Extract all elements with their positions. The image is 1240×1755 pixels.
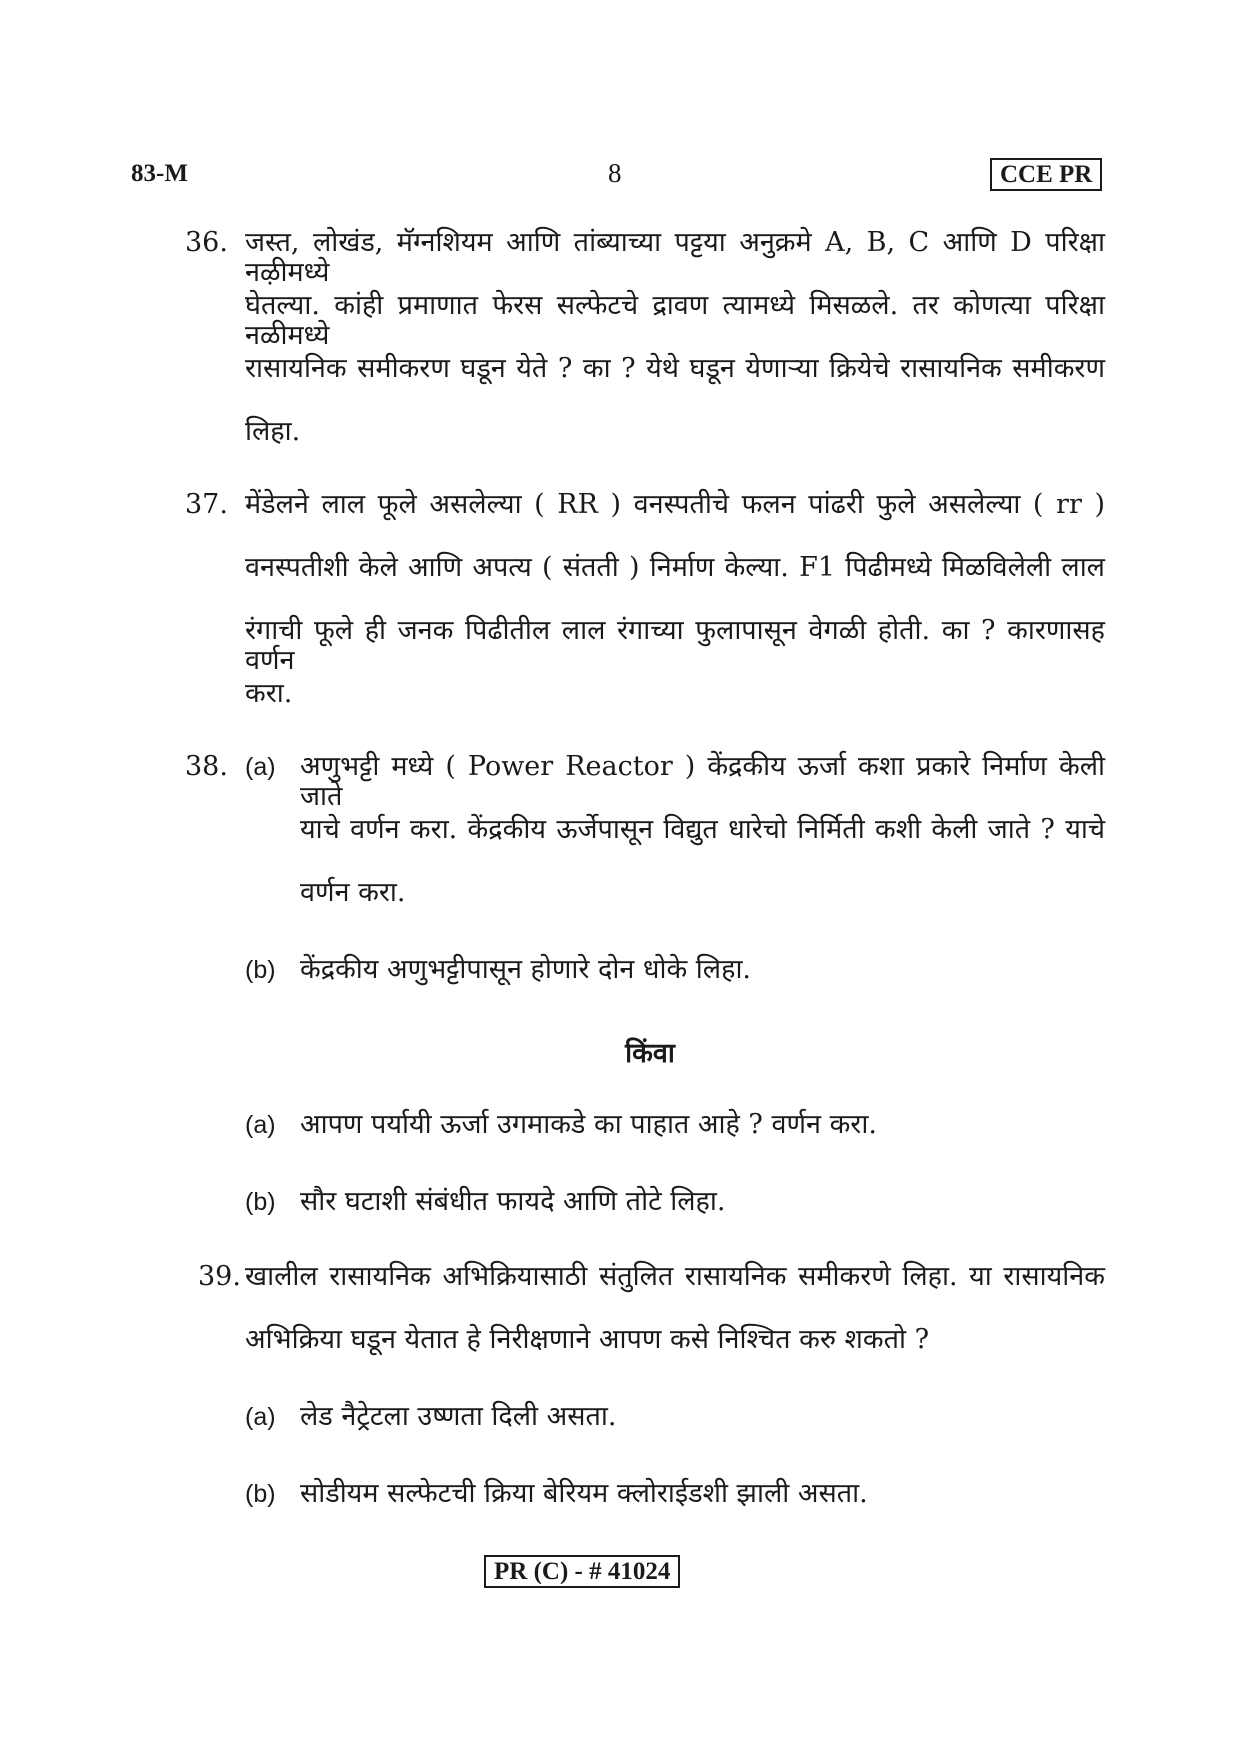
q39-a-text: लेड नैट्रेटला उष्णता दिली असता.	[300, 1401, 617, 1432]
q39-b-label: (b)	[245, 1480, 276, 1508]
q37-line-3: रंगाची फूले ही जनक पिढीतील लाल रंगाच्या फुलापासून वेगळी होती. का ? कारणासह वर्णन	[245, 615, 1105, 676]
series-code-box: CCE PR	[990, 158, 1102, 191]
q39-line-2: अभिक्रिया घडून येतात हे निरीक्षणाने आपण कसे निश्चित करु शकतो ?	[245, 1324, 930, 1355]
q38-a-line-1: अणुभट्टी मध्ये ( Power Reactor ) केंद्रकीय ऊर्जा कशा प्रकारे निर्माण केली जाते	[300, 751, 1105, 812]
q38-alt-a-label: (a)	[245, 1111, 276, 1139]
paper-code: 83-M	[131, 160, 188, 187]
question-number-36: 36.	[185, 227, 228, 258]
q36-line-3: रासायनिक समीकरण घडून येते ? का ? येथे घडून येणाऱ्या क्रियेचे रासायनिक समीकरण	[245, 353, 1105, 384]
q39-a-label: (a)	[245, 1403, 276, 1431]
q36-line-1: जस्त, लोखंड, मॅग्नशियम आणि तांब्याच्या पट्टया अनुक्रमे A, B, C आणि D परिक्षा नऴीमध्ये	[245, 227, 1105, 288]
q38-b-text: केंद्रकीय अणुभट्टीपासून होणारे दोन धोके लिहा.	[300, 954, 752, 985]
q38-a-line-3: वर्णन करा.	[300, 877, 406, 908]
q36-line-2: घेतल्या. कांही प्रमाणात फेरस सल्फेटचे द्रावण त्यामध्ये मिसळले. तर कोणत्या परिक्षा नळीमध्ये	[245, 290, 1105, 351]
q38-alt-b-label: (b)	[245, 1188, 276, 1216]
q38-alt-b-text: सौर घटाशी संबंधीत फायदे आणि तोटे लिहा.	[300, 1186, 726, 1217]
q36-line-4: लिहा.	[245, 416, 301, 447]
q37-line-1: मेंडेलने लाल फूले असलेल्या ( RR ) वनस्पतीचे फलन पांढरी फुले असलेल्या ( rr )	[245, 489, 1105, 520]
q37-line-2: वनस्पतीशी केले आणि अपत्य ( संतती ) निर्माण केल्या. F1 पिढीमध्ये मिळविलेली लाल	[245, 552, 1105, 583]
q37-line-4: करा.	[245, 678, 293, 709]
q39-line-1: खालील रासायनिक अभिक्रियासाठी संतुलित रासायनिक समीकरणे लिहा. या रासायनिक	[245, 1261, 1105, 1292]
q39-b-text: सोडीयम सल्फेटची क्रिया बेरियम क्लोराईडशी झाली असता.	[300, 1478, 868, 1509]
or-divider: किंवा	[625, 1038, 675, 1069]
footer-code-box: PR (C) - # 41024	[484, 1555, 680, 1588]
q38-b-label: (b)	[245, 956, 276, 984]
page-number: 8	[608, 158, 622, 188]
question-number-37: 37.	[185, 489, 228, 520]
question-number-38: 38.	[185, 751, 228, 782]
q38-a-line-2: याचे वर्णन करा. केंद्रकीय ऊर्जेपासून विद्युत धारेचो निर्मिती कशी केली जाते ? याचे	[300, 814, 1105, 845]
q38-alt-a-text: आपण पर्यायी ऊर्जा उगमाकडे का पाहात आहे ? वर्णन करा.	[300, 1109, 877, 1140]
question-number-39: 39.	[198, 1261, 241, 1292]
q38-a-label: (a)	[245, 753, 276, 781]
